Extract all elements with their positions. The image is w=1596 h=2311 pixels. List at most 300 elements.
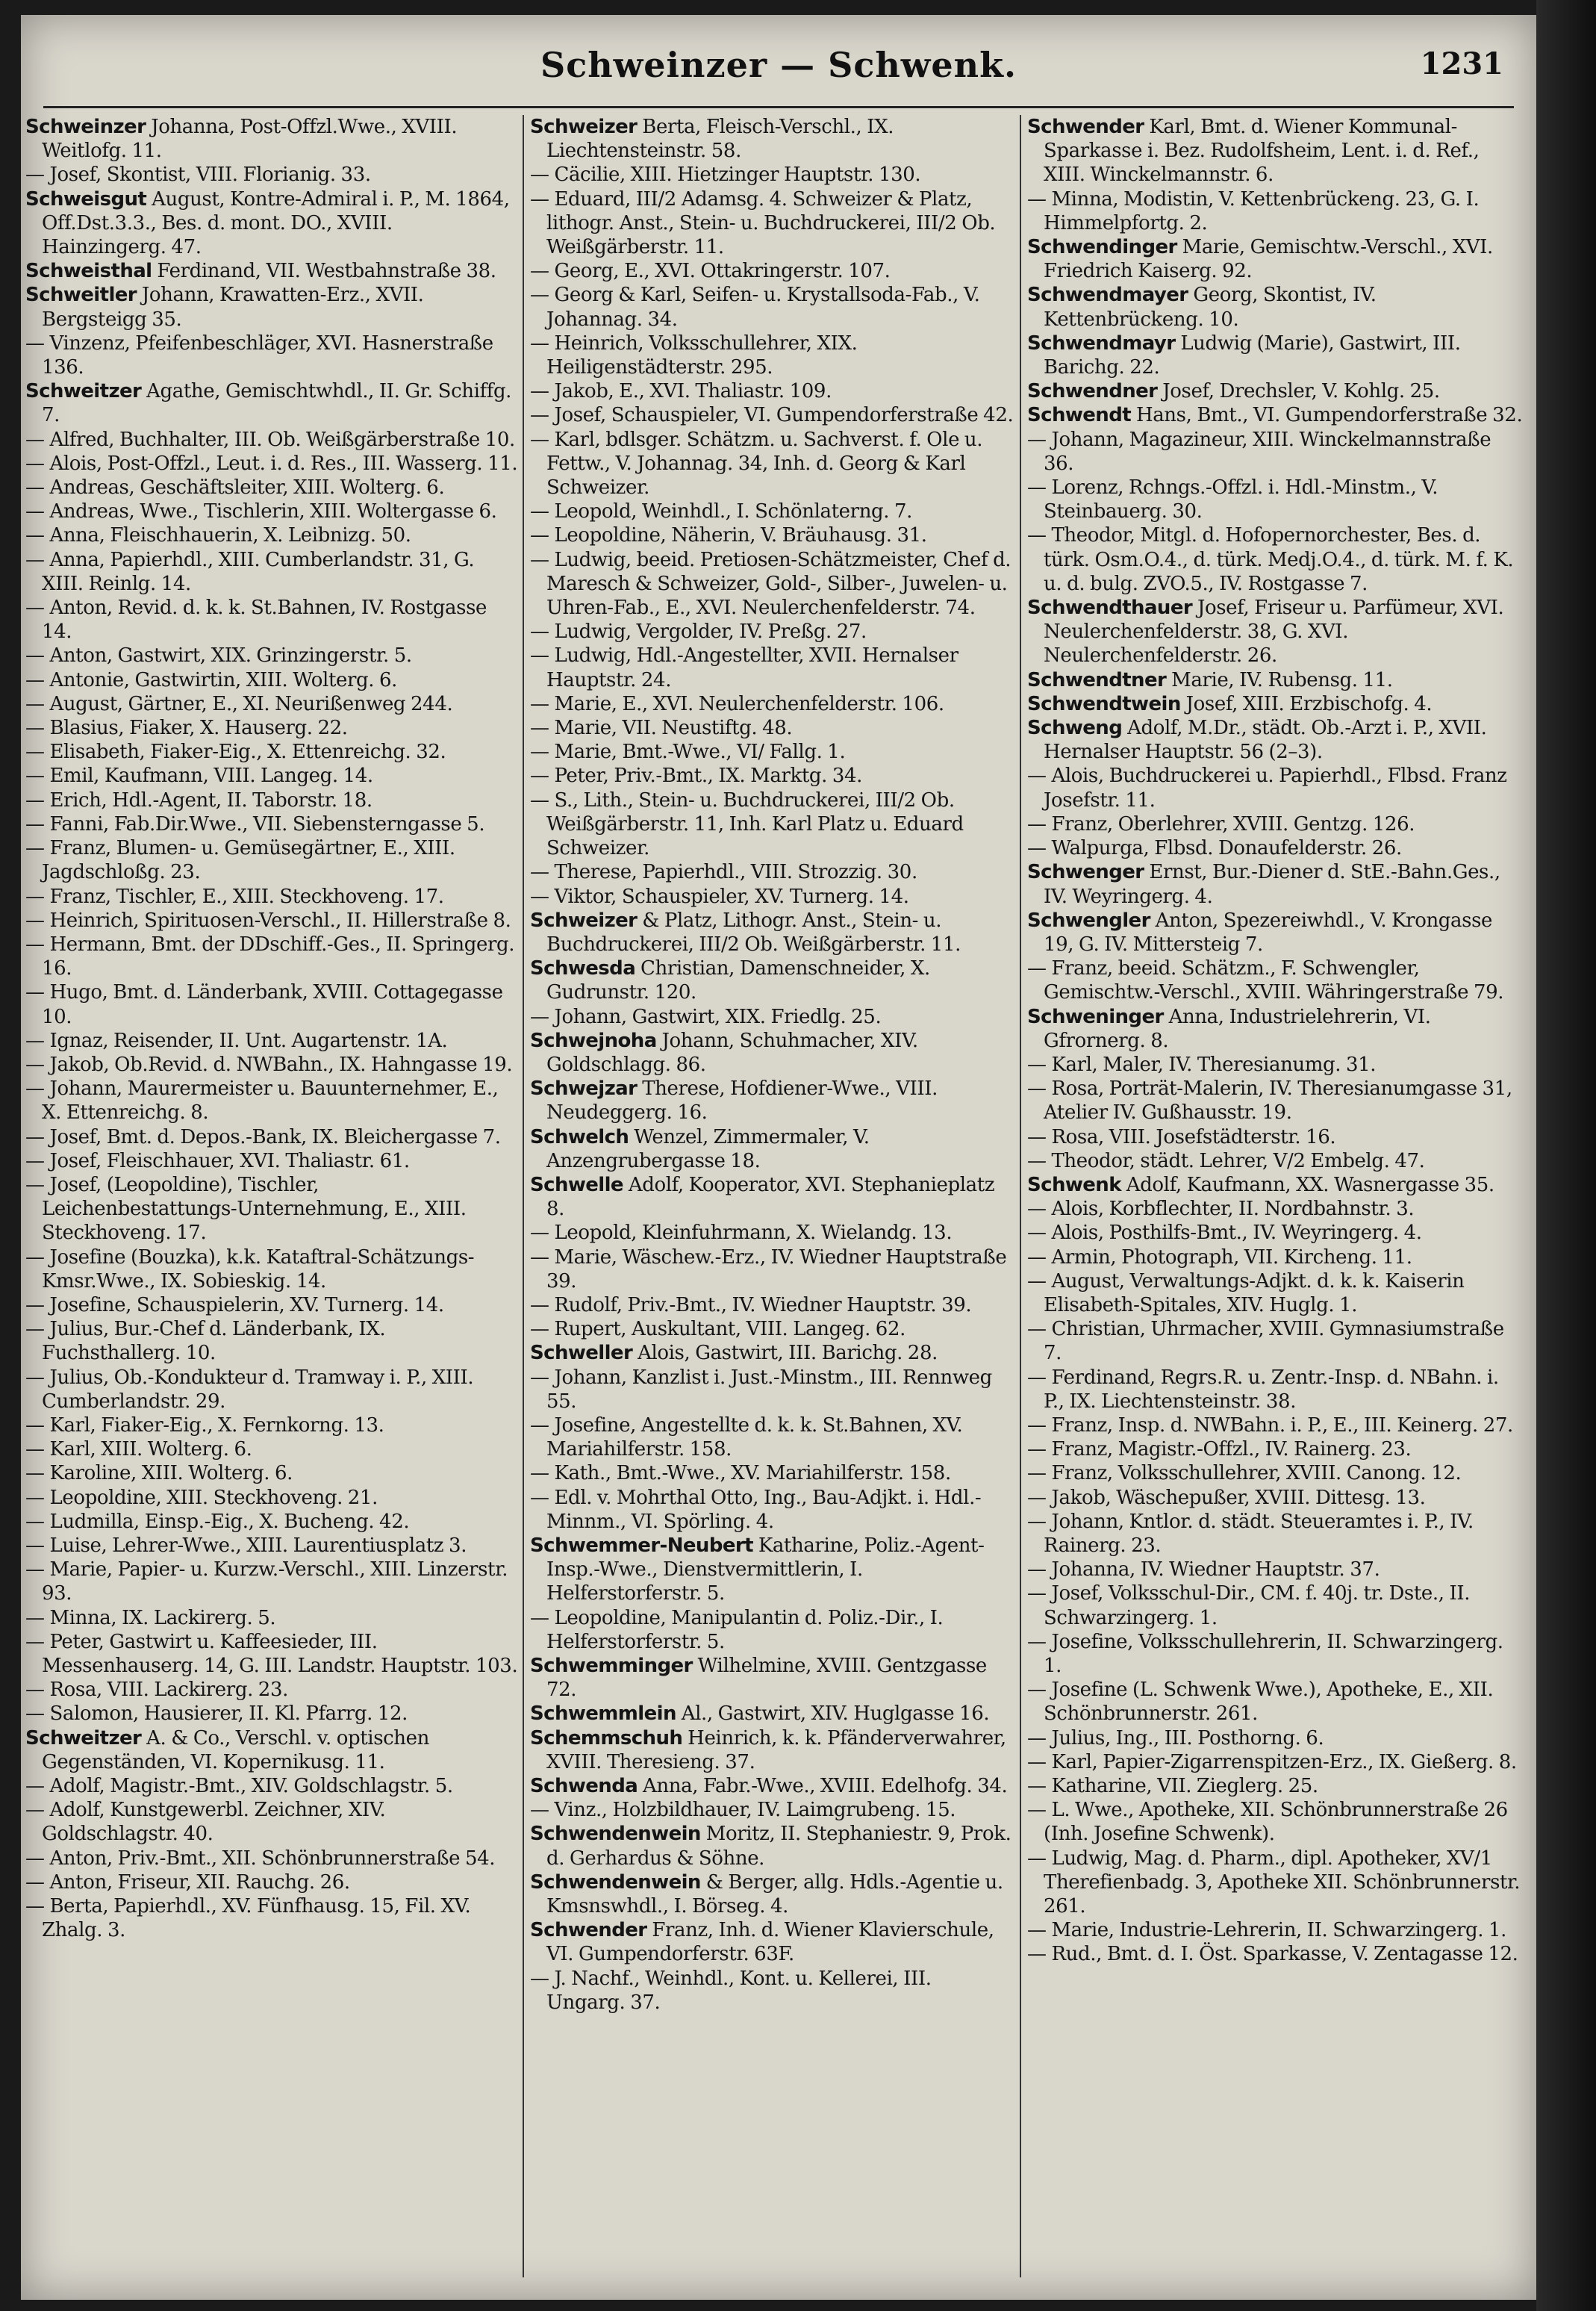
directory-entry (25, 1630, 518, 1678)
entry-text: — Alois, Korbflechter, II. Nordbahnstr. 3. (1027, 1198, 1415, 1221)
directory-entry (1027, 1413, 1523, 1437)
entry-text: — Franz, Tischler, E., XIII. Steckhoveng. 17. (25, 885, 444, 908)
directory-entry (1027, 332, 1523, 379)
page-title: Schweinzer — Schwenk. (540, 45, 1017, 85)
directory-entry (1027, 1847, 1523, 1919)
entry-text: — Jakob, E., XVI. Thaliastr. 109. (530, 380, 832, 403)
entry-surname: Schweizer (530, 909, 638, 932)
entry-surname: Schwenda (530, 1775, 638, 1798)
directory-entry (25, 1029, 518, 1053)
directory-entry (530, 163, 1014, 187)
directory-entry (530, 716, 1014, 740)
directory-entry (530, 187, 1014, 260)
directory-entry (1027, 1678, 1523, 1726)
entry-text: — Rud., Bmt. d. I. Öst. Sparkasse, V. Zentagasse 12. (1027, 1943, 1518, 1966)
entry-text: — Therese, Papierhdl., VIII. Strozzig. 30. (530, 861, 917, 884)
directory-entry (1027, 1149, 1523, 1173)
directory-entry (1027, 596, 1523, 668)
directory-entry (25, 1894, 518, 1942)
entry-text: Franz, Inh. d. Wiener Klavierschule, VI. Gumpendorferstr. 63F. (546, 1919, 994, 1966)
entry-text: & Platz, Lithogr. Anst., Stein- u. Buchdruckerei, III/2 Ob. Weißgärberstr. 11. (546, 909, 961, 956)
entry-text: — Anton, Priv.-Bmt., XII. Schönbrunnerstraße 54. (25, 1847, 496, 1870)
directory-entry (530, 764, 1014, 788)
entry-text: — Franz, beeid. Schätzm., F. Schwengler, Gemischtw.-Verschl., XVIII. Währingerstraße 79. (1027, 957, 1504, 1004)
entry-text: — Anna, Papierhdl., XIII. Cumberlandstr. 31, G. XIII. Reinlg. 14. (25, 548, 475, 595)
directory-entry (25, 548, 518, 596)
directory-entry (25, 283, 518, 331)
entry-text: — Minna, Modistin, V. Kettenbrückeng. 23, G. I. Himmelpfortg. 2. (1027, 187, 1480, 234)
entry-surname: Schwemmlein (530, 1702, 676, 1726)
entry-text: — Fanni, Fab.Dir.Wwe., VII. Siebensterngasse 5. (25, 812, 485, 836)
entry-surname: Schwejzar (530, 1077, 638, 1101)
entry-surname: Schemmschuh (530, 1726, 683, 1749)
directory-entry (25, 1702, 518, 1726)
entry-text: Josef, Friseur u. Parfümeur, XVI. Neulerchenfelderstr. 38, G. XVI. Neulerchenfelderstr. 26. (1044, 597, 1504, 668)
entry-text: — Marie, Papier- u. Kurzw.-Verschl., XIII. Linzerstr. 93. (25, 1558, 508, 1605)
entry-text: — Ludmilla, Einsp.-Eig., X. Bucheng. 42. (25, 1510, 410, 1533)
header-rule (43, 106, 1514, 108)
entry-text: Agathe, Gemischtwhdl., II. Gr. Schiffg. 7. (42, 380, 512, 427)
directory-entry (25, 1173, 518, 1245)
directory-entry (25, 1847, 518, 1870)
directory-entry (25, 1245, 518, 1293)
entry-text: — Johann, Magazineur, XIII. Winckelmannstraße 36. (1027, 428, 1491, 475)
entry-text: — Emil, Kaufmann, VIII. Langeg. 14. (25, 765, 373, 788)
entry-text: — Julius, Ob.-Kondukteur d. Tramway i. P., XIII. Cumberlandstr. 29. (25, 1366, 474, 1413)
entry-text: — Julius, Ing., III. Posthorng. 6. (1027, 1726, 1324, 1749)
directory-entry (25, 909, 518, 933)
entry-text: — Franz, Insp. d. NWBahn. i. P., E., III. Keinerg. 27. (1027, 1413, 1513, 1437)
entry-text: — Rudolf, Priv.-Bmt., IV. Wiedner Hauptstr. 39. (530, 1293, 972, 1316)
directory-entry (1027, 1197, 1523, 1221)
directory-entry (1027, 1750, 1523, 1774)
directory-entry (25, 980, 518, 1028)
directory-entry (25, 1510, 518, 1534)
entry-text: — August, Gärtner, E., XI. Neurißenweg 244. (25, 692, 453, 715)
directory-entry (1027, 428, 1523, 476)
directory-entry (530, 115, 1014, 163)
entry-surname: Schweitzer (25, 1726, 142, 1749)
entry-text: — Hermann, Bmt. der DDschiff.-Ges., II. Springerg. 16. (25, 933, 515, 980)
entry-text: — Karl, bdlsger. Schätzm. u. Sachverst. f. Ole u. Fettw., V. Johannag. 34, Inh. d. Georg & Karl Schweizer. (530, 428, 983, 500)
entry-text: — Heinrich, Spirituosen-Verschl., II. Hillerstraße 8. (25, 909, 511, 932)
directory-entry (25, 1077, 518, 1125)
directory-page (21, 15, 1536, 2300)
entry-text: — Julius, Bur.-Chef d. Länderbank, IX. Fuchsthallerg. 10. (25, 1318, 386, 1365)
entry-text: — Ferdinand, Regrs.R. u. Zentr.-Insp. d. NBahn. i. P., IX. Liechtensteinstr. 38. (1027, 1366, 1499, 1413)
directory-entry (530, 1341, 1014, 1365)
entry-text: — Josefine (Bouzka), k.k. Kataftral-Schätzungs-Kmsr.Wwe., IX. Sobieskig. 14. (25, 1245, 475, 1293)
entry-surname: Schwendmayr (1027, 332, 1176, 355)
directory-entry (530, 860, 1014, 884)
entry-text: — Walpurga, Flbsd. Donaufelderstr. 26. (1027, 837, 1402, 860)
directory-entry (25, 1678, 518, 1702)
entry-surname: Schwender (1027, 116, 1144, 138)
directory-entry (1027, 1774, 1523, 1798)
directory-entry (25, 1317, 518, 1365)
directory-entry (530, 1005, 1014, 1029)
directory-column-3 (1027, 115, 1523, 2285)
directory-entry (530, 1798, 1014, 1822)
directory-entry (25, 476, 518, 500)
directory-entry (530, 692, 1014, 716)
entry-text: — August, Verwaltungs-Adjkt. d. k. k. Kaiserin Elisabeth-Spitales, XIV. Huglg. 1. (1027, 1269, 1465, 1316)
entry-text: Alois, Gastwirt, III. Barichg. 28. (638, 1342, 938, 1365)
directory-entry (25, 740, 518, 764)
directory-entry (530, 789, 1014, 861)
entry-text: — Georg & Karl, Seifen- u. Krystallsoda-Fab., V. Johannag. 34. (530, 284, 980, 331)
entry-text: — Alois, Posthilfs-Bmt., IV. Weyringerg. 4. (1027, 1222, 1422, 1245)
entry-text: Adolf, Kooperator, XVI. Stephanieplatz 8. (546, 1173, 995, 1221)
entry-surname: Schweninger (1027, 1005, 1164, 1028)
directory-entry (25, 1461, 518, 1485)
entry-text: — Rosa, VIII. Josefstädterstr. 16. (1027, 1125, 1336, 1148)
directory-entry (530, 1245, 1014, 1293)
entry-surname: Schwejnoha (530, 1029, 657, 1052)
entry-text: Moritz, II. Stephaniestr. 9, Prok. d. Gerhardus & Söhne. (546, 1823, 1011, 1870)
entry-text: — Minna, IX. Lackirerg. 5. (25, 1606, 276, 1629)
entry-text: — S., Lith., Stein- u. Buchdruckerei, III/2 Ob. Weißgärberstr. 11, Inh. Karl Platz u. Eduard Schweizer. (530, 789, 964, 860)
entry-text: Adolf, Kaufmann, XX. Wasnergasse 35. (1126, 1173, 1494, 1196)
entry-text: Katharine, Poliz.-Agent-Insp.-Wwe., Dienstvermittlerin, I. Helferstorferstr. 5. (546, 1534, 985, 1605)
directory-entry (530, 644, 1014, 691)
directory-entry (1027, 716, 1523, 764)
directory-entry (530, 1967, 1014, 2015)
directory-entry (1027, 1630, 1523, 1678)
column-divider (1020, 115, 1021, 2277)
entry-text: — Berta, Papierhdl., XV. Fünfhausg. 15, Fil. XV. Zhalg. 3. (25, 1895, 471, 1942)
entry-text: — Johann, Kanzlist i. Just.-Minstm., III. Rennweg 55. (530, 1366, 992, 1413)
entry-text: Anna, Fabr.-Wwe., XVIII. Edelhofg. 34. (643, 1775, 1008, 1798)
directory-entry (25, 1606, 518, 1630)
entry-text: — Anton, Friseur, XII. Rauchg. 26. (25, 1870, 350, 1894)
directory-entry (1027, 1918, 1523, 1942)
directory-entry (25, 1413, 518, 1437)
directory-entry (530, 1534, 1014, 1606)
entry-text: — Andreas, Geschäftsleiter, XIII. Wolterg. 6. (25, 476, 445, 500)
entry-surname: Schweller (530, 1342, 633, 1365)
directory-entry (530, 1702, 1014, 1726)
entry-surname: Schwesda (530, 957, 636, 980)
entry-text: — J. Nachf., Weinhdl., Kont. u. Kellerei, III. Ungarg. 37. (530, 1967, 932, 2014)
entry-text: Marie, Gemischtw.-Verschl., XVI. Friedrich Kaiserg. 92. (1044, 236, 1493, 283)
entry-text: — Andreas, Wwe., Tischlerin, XIII. Woltergasse 6. (25, 500, 497, 523)
entry-text: — Josefine, Volksschullehrerin, II. Schwarzingerg. 1. (1027, 1630, 1503, 1677)
directory-entry (25, 1486, 518, 1510)
directory-entry (530, 1870, 1014, 1918)
entry-text: — Ludwig, beeid. Pretiosen-Schätzmeister, Chef d. Maresch & Schweizer, Gold-, Silber-, Juwelen- u. Uhren-Fab., E., XVI. Neulerchenfelderstr. 74. (530, 548, 1011, 620)
entry-text: — Johann, Gastwirt, XIX. Friedlg. 25. (530, 1005, 882, 1028)
directory-entry (530, 1366, 1014, 1413)
entry-text: — Peter, Priv.-Bmt., IX. Marktg. 34. (530, 765, 862, 788)
directory-entry (1027, 909, 1523, 957)
entry-text: — Johann, Kntlor. d. städt. Steueramtes i. P., IV. Rainerg. 23. (1027, 1510, 1474, 1557)
entry-text: — Theodor, städt. Lehrer, V/2 Embelg. 47. (1027, 1149, 1425, 1172)
directory-entry (530, 1413, 1014, 1461)
entry-text: & Berger, allg. Hdls.-Agentie u. Kmsnswhdl., I. Börseg. 4. (546, 1870, 1003, 1918)
directory-entry (25, 716, 518, 740)
entry-surname: Schwengler (1027, 909, 1150, 932)
directory-entry (530, 885, 1014, 909)
entry-text: — Franz, Volksschullehrer, XVIII. Canong. 12. (1027, 1462, 1462, 1485)
entry-text: Heinrich, k. k. Pfänderverwahrer, XVIII. Theresieng. 37. (546, 1726, 1006, 1773)
entry-text: — Marie, E., XVI. Neulerchenfelderstr. 106. (530, 692, 944, 715)
directory-entry (25, 1366, 518, 1413)
directory-entry (530, 957, 1014, 1004)
entry-text: — Edl. v. Mohrthal Otto, Ing., Bau-Adjkt. i. Hdl.-Minnm., VI. Spörling. 4. (530, 1486, 982, 1533)
entry-text: — Josef, Fleischhauer, XVI. Thaliastr. 61. (25, 1149, 410, 1172)
directory-entry (1027, 692, 1523, 716)
entry-text: Ferdinand, VII. Westbahnstraße 38. (157, 260, 496, 283)
entry-text: — Rosa, Porträt-Malerin, IV. Theresianumgasse 31, Atelier IV. Gußhausstr. 19. (1027, 1077, 1512, 1125)
directory-entry (25, 692, 518, 716)
entry-text: Ludwig (Marie), Gastwirt, III. Barichg. 22. (1044, 332, 1461, 379)
directory-entry (1027, 523, 1523, 596)
entry-text: — Franz, Oberlehrer, XVIII. Gentzg. 126. (1027, 812, 1415, 836)
directory-entry (1027, 836, 1523, 860)
directory-entry (1027, 1221, 1523, 1245)
entry-text: — Johanna, IV. Wiedner Hauptstr. 37. (1027, 1558, 1380, 1581)
entry-surname: Schwenger (1027, 861, 1144, 884)
directory-entry (25, 1437, 518, 1461)
directory-entry (25, 1774, 518, 1798)
entry-text: — Ignaz, Reisender, II. Unt. Augartenstr. 1A. (25, 1029, 448, 1052)
entry-text: — Elisabeth, Fiaker-Eig., X. Ettenreichg. 32. (25, 741, 446, 764)
entry-text: Berta, Fleisch-Verschl., IX. Liechtensteinstr. 58. (546, 116, 894, 163)
directory-entry (530, 548, 1014, 620)
entry-text: — L. Wwe., Apotheke, XII. Schönbrunnerstraße 26 (Inh. Josefine Schwenk). (1027, 1799, 1508, 1846)
entry-text: — Lorenz, Rchngs.-Offzl. i. Hdl.-Minstm., V. Steinbauerg. 30. (1027, 476, 1438, 523)
directory-entry (25, 885, 518, 909)
entry-text: Ernst, Bur.-Diener d. StE.-Bahn.Ges., IV. Weyringerg. 4. (1044, 861, 1500, 908)
directory-entry (1027, 1510, 1523, 1558)
book-spine (1536, 0, 1596, 2311)
entry-surname: Schwender (530, 1919, 647, 1942)
entry-text: — Anton, Revid. d. k. k. St.Bahnen, IV. Rostgasse 14. (25, 597, 487, 644)
entry-text: — Karl, XIII. Wolterg. 6. (25, 1438, 252, 1461)
entry-text: Johann, Krawatten-Erz., XVII. Bergsteigg 35. (42, 284, 424, 331)
directory-entry (1027, 476, 1523, 523)
entry-text: — Josef, Volksschul-Dir., CM. f. 40j. tr. Dste., II. Schwarzingerg. 1. (1027, 1582, 1471, 1629)
entry-text: — Franz, Magistr.-Offzl., IV. Rainerg. 23. (1027, 1438, 1412, 1461)
directory-entry (25, 933, 518, 980)
entry-text: — Josef, Skontist, VIII. Florianig. 33. (25, 164, 371, 187)
entry-text: — Salomon, Hausierer, II. Kl. Pfarrg. 12. (25, 1702, 408, 1726)
directory-entry (1027, 1798, 1523, 1846)
entry-text: August, Kontre-Admiral i. P., M. 1864, Off.Dst.3.3., Bes. d. mont. DO., XVIII. Hainzingerg. 47. (42, 187, 510, 259)
entry-text: — Ludwig, Mag. d. Pharm., dipl. Apotheker, XV/1 Therefienbadg. 3, Apotheke XII. Schönbrunnerstr. 261. (1027, 1847, 1521, 1918)
entry-text: Anna, Industrielehrerin, VI. Gfrornerg. 8. (1044, 1005, 1431, 1052)
entry-surname: Schwendtner (1027, 668, 1167, 691)
directory-entry (1027, 1581, 1523, 1629)
directory-entry (530, 1918, 1014, 1966)
directory-entry (530, 1173, 1014, 1221)
directory-entry (25, 1798, 518, 1846)
entry-text: — Eduard, III/2 Adamsg. 4. Schweizer & Platz, lithogr. Anst., Stein- u. Buchdruckerei, III/2 Ob. Weißgärberstr. 11. (530, 187, 996, 259)
entry-surname: Schwendthauer (1027, 597, 1193, 620)
directory-entry (530, 403, 1014, 427)
directory-entry (530, 259, 1014, 283)
entry-text: — Jakob, Ob.Revid. d. NWBahn., IX. Hahngasse 19. (25, 1053, 513, 1076)
directory-entry (1027, 379, 1523, 403)
entry-surname: Schwendtwein (1027, 692, 1181, 715)
entry-text: — Anna, Fleischhauerin, X. Leibnizg. 50. (25, 524, 411, 547)
directory-entry (1027, 1077, 1523, 1125)
entry-text: — Anton, Gastwirt, XIX. Grinzingerstr. 5. (25, 644, 412, 668)
directory-entry (25, 1870, 518, 1894)
entry-text: Al., Gastwirt, XIV. Huglgasse 16. (681, 1702, 990, 1726)
directory-entry (530, 1822, 1014, 1870)
directory-entry (530, 1293, 1014, 1317)
entry-surname: Schweinzer (25, 116, 146, 138)
entry-text: — Karl, Fiaker-Eig., X. Fernkorng. 13. (25, 1413, 384, 1437)
entry-surname: Schwemminger (530, 1655, 693, 1677)
entry-surname: Schwendinger (1027, 236, 1177, 259)
entry-text: — Josefine, Angestellte d. k. k. St.Bahnen, XV. Mariahilferstr. 158. (530, 1413, 963, 1461)
directory-entry (530, 1221, 1014, 1245)
directory-entry (1027, 812, 1523, 836)
directory-entry (25, 836, 518, 884)
entry-text: — Katharine, VII. Zieglerg. 25. (1027, 1775, 1318, 1798)
entry-text: — Vinz., Holzbildhauer, IV. Laimgrubeng. 15. (530, 1799, 956, 1822)
entry-text: Johann, Schuhmacher, XIV. Goldschlagg. 86. (546, 1029, 918, 1076)
entry-text: A. & Co., Verschl. v. optischen Gegenständen, VI. Kopernikusg. 11. (42, 1726, 429, 1773)
entry-text: — Leopold, Kleinfuhrmann, X. Wielandg. 13. (530, 1222, 953, 1245)
entry-text: — Karoline, XIII. Wolterg. 6. (25, 1462, 293, 1485)
directory-entry (1027, 1317, 1523, 1365)
entry-text: — Jakob, Wäschepußer, XVIII. Dittesg. 13. (1027, 1486, 1426, 1509)
directory-entry (1027, 235, 1523, 283)
entry-text: Josef, XIII. Erzbischofg. 4. (1185, 692, 1433, 715)
directory-entry (1027, 1005, 1523, 1053)
directory-entry (530, 909, 1014, 957)
entry-surname: Schwendt (1027, 404, 1132, 427)
entry-surname: Schwemmer-Neubert (530, 1534, 753, 1557)
entry-text: — Marie, Wäschew.-Erz., IV. Wiedner Hauptstraße 39. (530, 1245, 1007, 1293)
entry-text: — Adolf, Kunstgewerbl. Zeichner, XIV. Goldschlagstr. 40. (25, 1799, 386, 1846)
entry-surname: Schwendenwein (530, 1870, 701, 1894)
directory-entry (25, 1293, 518, 1317)
entry-text: — Josef, (Leopoldine), Tischler, Leichenbestattungs-Unternehmung, E., XIII. Steckhoveng. 17. (25, 1173, 467, 1245)
directory-column-2 (530, 115, 1014, 2285)
directory-entry (25, 812, 518, 836)
directory-entry (530, 523, 1014, 547)
entry-text: — Alfred, Buchhalter, III. Ob. Weißgärberstraße 10. (25, 428, 515, 451)
directory-entry (1027, 187, 1523, 235)
directory-entry (1027, 860, 1523, 908)
entry-text: — Armin, Photograph, VII. Kircheng. 11. (1027, 1245, 1412, 1269)
entry-text: — Georg, E., XVI. Ottakringerstr. 107. (530, 260, 891, 283)
entry-text: Georg, Skontist, IV. Kettenbrückeng. 10. (1044, 284, 1377, 331)
directory-entry (25, 332, 518, 379)
entry-text: Wilhelmine, XVIII. Gentzgasse 72. (546, 1655, 987, 1702)
directory-entry (25, 379, 518, 427)
directory-entry (1027, 403, 1523, 427)
directory-entry (25, 1534, 518, 1558)
entry-text: — Alois, Post-Offzl., Leut. i. d. Res., III. Wasserg. 11. (25, 452, 518, 475)
entry-surname: Schwendner (1027, 380, 1158, 403)
entry-text: Wenzel, Zimmermaler, V. Anzengrubergasse 18. (546, 1125, 870, 1172)
directory-entry (1027, 1726, 1523, 1750)
page-number: 1231 (1420, 46, 1503, 81)
directory-entry (25, 668, 518, 692)
directory-entry (25, 428, 518, 452)
entry-text: — Viktor, Schauspieler, XV. Turnerg. 14. (530, 885, 909, 908)
entry-text: — Marie, VII. Neustiftg. 48. (530, 717, 793, 740)
entry-text: — Kath., Bmt.-Wwe., XV. Mariahilferstr. 158. (530, 1462, 951, 1485)
directory-entry (25, 1726, 518, 1774)
directory-entry (530, 1726, 1014, 1774)
directory-entry (25, 452, 518, 476)
directory-entry (530, 1029, 1014, 1077)
entry-text: — Rupert, Auskultant, VIII. Langeg. 62. (530, 1318, 905, 1341)
entry-text: Adolf, M.Dr., städt. Ob.-Arzt i. P., XVII. Hernalser Hauptstr. 56 (2–3). (1044, 717, 1487, 764)
entry-text: — Hugo, Bmt. d. Länderbank, XVIII. Cottagegasse 10. (25, 981, 503, 1028)
entry-text: — Rosa, VIII. Lackirerg. 23. (25, 1679, 288, 1702)
directory-entry (530, 1077, 1014, 1125)
entry-text: — Theodor, Mitgl. d. Hofopernorchester, Bes. d. türk. Osm.O.4., d. türk. Medj.O.4., d. türk. M. f. K. u. d. bulg. ZVO.5., IV. Rostgasse 7. (1027, 524, 1514, 595)
entry-text: Therese, Hofdiener-Wwe., VIII. Neudeggerg. 16. (546, 1077, 938, 1125)
directory-entry (1027, 1269, 1523, 1317)
entry-text: Karl, Bmt. d. Wiener Kommunal-Sparkasse i. Bez. Rudolfsheim, Lent. i. d. Ref., XIII. Winckelmannstr. 6. (1044, 116, 1480, 187)
entry-surname: Schwendenwein (530, 1823, 701, 1846)
entry-text: — Karl, Maler, IV. Theresianumg. 31. (1027, 1053, 1377, 1076)
entry-text: — Josefine (L. Schwenk Wwe.), Apotheke, E., XII. Schönbrunnerstr. 261. (1027, 1679, 1494, 1726)
directory-entry (530, 1461, 1014, 1485)
entry-text: — Heinrich, Volksschullehrer, XIX. Heiligenstädterstr. 295. (530, 332, 858, 379)
directory-entry (25, 596, 518, 644)
entry-surname: Schwenk (1027, 1173, 1121, 1196)
directory-entry (1027, 1942, 1523, 1966)
entry-text: Anton, Spezereiwhdl., V. Krongasse 19, G. IV. Mittersteig 7. (1044, 909, 1493, 956)
directory-entry (25, 523, 518, 547)
entry-text: — Leopoldine, Manipulantin d. Poliz.-Dir., I. Helferstorferstr. 5. (530, 1606, 944, 1653)
directory-entry (530, 1317, 1014, 1341)
entry-text: — Josef, Bmt. d. Depos.-Bank, IX. Bleichergasse 7. (25, 1125, 501, 1148)
directory-entry (1027, 115, 1523, 187)
entry-text: — Franz, Blumen- u. Gemüsegärtner, E., XIII. Jagdschloßg. 23. (25, 837, 455, 884)
entry-text: — Johann, Maurermeister u. Bauunternehmer, E., X. Ettenreichg. 8. (25, 1077, 499, 1125)
entry-text: Hans, Bmt., VI. Gumpendorferstraße 32. (1135, 404, 1523, 427)
directory-entry (530, 500, 1014, 523)
entry-text: — Erich, Hdl.-Agent, II. Taborstr. 18. (25, 789, 372, 812)
entry-text: — Vinzenz, Pfeifenbeschläger, XVI. Hasnerstraße 136. (25, 332, 493, 379)
directory-entry (1027, 1173, 1523, 1197)
entry-surname: Schwelch (530, 1125, 629, 1148)
directory-entry (530, 1486, 1014, 1534)
entry-surname: Schwendmayer (1027, 284, 1188, 307)
directory-entry (25, 1053, 518, 1077)
entry-text: Johanna, Post-Offzl.Wwe., XVIII. Weitlofg. 11. (42, 116, 458, 163)
entry-surname: Schweng (1027, 717, 1123, 740)
directory-entry (1027, 1053, 1523, 1077)
directory-entry (25, 1125, 518, 1149)
directory-entry (1027, 1486, 1523, 1510)
directory-entry (25, 259, 518, 283)
entry-text: — Ludwig, Hdl.-Angestellter, XVII. Hernalser Hauptstr. 24. (530, 644, 958, 691)
entry-text: — Karl, Papier-Zigarrenspitzen-Erz., IX. Gießerg. 8. (1027, 1750, 1517, 1773)
entry-text: — Josefine, Schauspielerin, XV. Turnerg. 14. (25, 1293, 444, 1316)
entry-text: — Leopold, Weinhdl., I. Schönlaterng. 7. (530, 500, 913, 523)
directory-entry (530, 428, 1014, 500)
directory-entry (25, 500, 518, 523)
entry-surname: Schweisthal (25, 260, 152, 283)
directory-entry (530, 1125, 1014, 1173)
entry-text: — Luise, Lehrer-Wwe., XIII. Laurentiusplatz 3. (25, 1534, 467, 1557)
directory-entry (1027, 1461, 1523, 1485)
directory-entry (25, 187, 518, 260)
directory-entry (25, 789, 518, 812)
